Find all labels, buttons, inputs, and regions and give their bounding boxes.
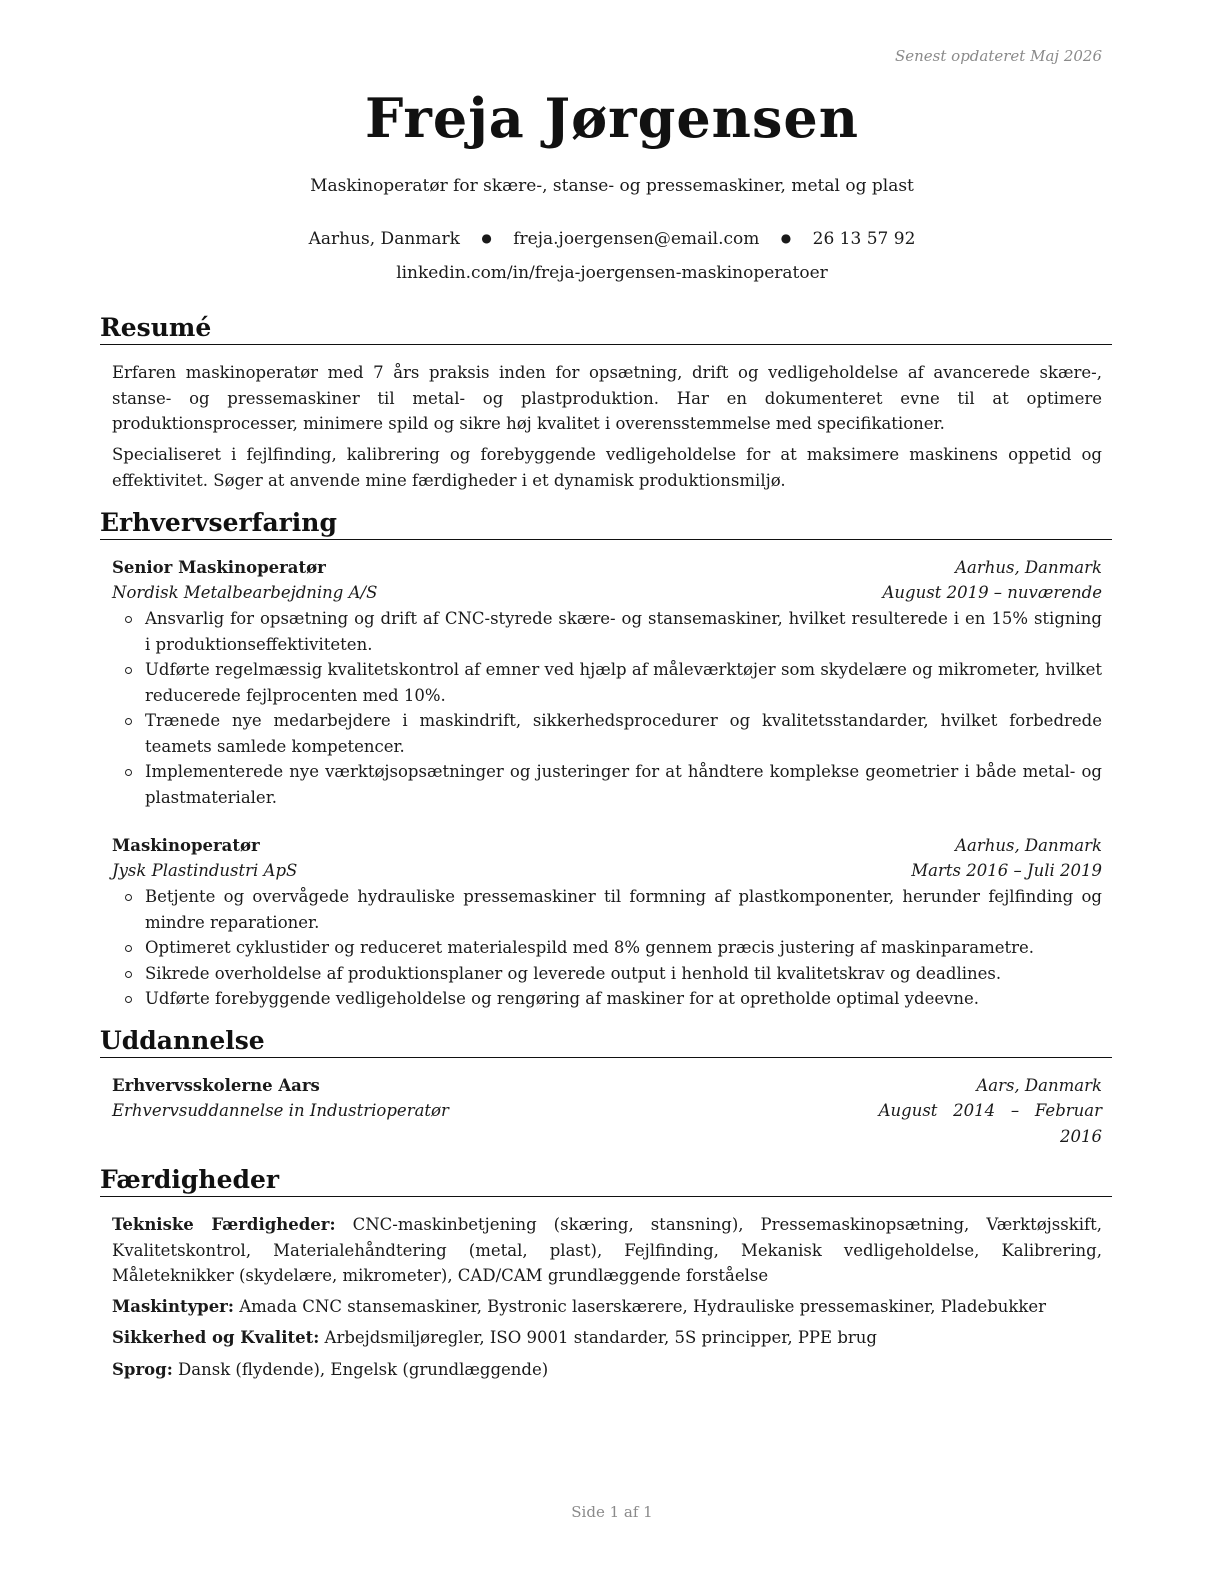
last-updated: Senest opdateret Maj 2026 [894,47,1102,65]
job-dates: Marts 2016 – Juli 2019 [911,861,1102,880]
location: Aarhus, Danmark [308,229,460,249]
list-item: Ansvarlig for opsætning og drift af CNC-styrede skære- og stansemaskiner, hvilket resulterede i en 15% stigning i produktionseffektiviteten. [112,606,1102,657]
skill-label: Tekniske Færdigheder: [112,1215,336,1234]
job-dates: August 2019 – nuværende [882,583,1102,602]
job-location: Aarhus, Danmark [955,836,1102,855]
list-item: Betjente og overvågede hydrauliske pressemaskiner til formning af plastkomponenter, herunder fejlfinding og mindre reparationer. [112,884,1102,935]
list-item: Trænede nye medarbejdere i maskindrift, sikkerhedsprocedurer og kvalitetsstandarder, hvilket forbedrede teamets samlede kompetencer. [112,708,1102,759]
section-title-skills: Færdigheder [100,1165,1112,1197]
skill-text: Arbejdsmiljøregler, ISO 9001 standarder, 5S principper, PPE brug [324,1328,877,1347]
section-title-summary: Resumé [100,313,1112,345]
skill-text: Amada CNC stansemaskiner, Bystronic laserskærere, Hydrauliske pressemaskiner, Pladebukker [239,1297,1047,1316]
list-item: Implementerede nye værktøjsopsætninger og justeringer for at håndtere komplekse geometrier i både metal- og plastmaterialer. [112,759,1102,810]
skill-row-languages [112,1357,1102,1383]
job-role: Maskinoperatør [112,836,260,855]
job-role: Senior Maskinoperatør [112,558,326,577]
skill-label: Sikkerhed og Kvalitet: [112,1328,320,1347]
summary-paragraph-1: Erfaren maskinoperatør med 7 års praksis inden for opsætning, drift og vedligeholdelse af avancerede skære-, stanse- og pressemaskiner til metal- og plastproduktion. Har en dokumenteret evne til at optimere produktionsprocesser, minimere spild og sikre høj kvalitet i overensstemmelse med specifikationer. [112,363,1102,433]
education-dates: August 2014 – Februar [878,1101,1102,1120]
job-location: Aarhus, Danmark [955,558,1102,577]
education-dates-year: 2016 [1060,1127,1102,1146]
school-name: Erhvervsskolerne Aars [112,1076,320,1095]
list-item: Udførte forebyggende vedligeholdelse og rengøring af maskiner for at opretholde optimal ydeevne. [112,986,1102,1012]
job-title: Maskinoperatør for skære-, stanse- og pressemaskiner, metal og plast [310,176,914,196]
list-item: Sikrede overholdelse af produktionsplaner og leverede output i henhold til kvalitetskrav og deadlines. [112,961,1102,987]
job-company: Jysk Plastindustri ApS [112,861,298,880]
section-title-experience: Erhvervserfaring [100,508,1112,540]
section-title-education: Uddannelse [100,1026,1112,1058]
summary-paragraph-2: Specialiseret i fejlfinding, kalibrering og forebyggende vedligeholdelse for at maksimere maskinens oppetid og effektivitet. Søger at anvende mine færdigheder i et dynamisk produktionsmiljø. [112,445,1102,490]
job-company: Nordisk Metalbearbejdning A/S [112,583,378,602]
job-bullets [112,884,1102,1012]
school-location: Aars, Danmark [976,1076,1102,1095]
contact-line [0,229,1224,249]
list-item: Optimeret cyklustider og reduceret materialespild med 8% gennem præcis justering af maskinparametre. [112,935,1102,961]
linkedin-link[interactable]: linkedin.com/in/freja-joergensen-maskinoperatoer [396,263,828,283]
skill-label: Maskintyper: [112,1297,234,1316]
skill-row-safety [112,1325,1102,1351]
skill-text: Dansk (flydende), Engelsk (grundlæggende) [178,1360,549,1379]
skill-label: Sprog: [112,1360,173,1379]
candidate-name: Freja Jørgensen [365,86,859,150]
bullet-separator-icon: ● [481,231,492,245]
bullet-separator-icon: ● [780,231,792,245]
degree: Erhvervsuddannelse in Industrioperatør [112,1101,449,1120]
list-item: Udførte regelmæssig kvalitetskontrol af emner ved hjælp af måleværktøjer som skydelære og mikrometer, hvilket reducerede fejlprocenten med 10%. [112,657,1102,708]
skill-row-technical [112,1212,1102,1289]
skill-text: CNC-maskinbetjening (skæring, stansning), Pressemaskinopsætning, Værktøjsskift, Kvalitetskontrol, Materialehåndtering (metal, plast), Fejlfinding, Mekanisk vedligeholdelse, Kalibrering, Måleteknikker (skydelære, mikrometer), CAD/CAM grundlæggende forståelse [112,1215,1102,1285]
skill-row-machines [112,1294,1102,1320]
job-bullets [112,606,1102,810]
email-link[interactable]: freja.joergensen@email.com [513,229,760,249]
page-number: Side 1 af 1 [571,1503,653,1521]
phone-number: 26 13 57 92 [812,229,916,249]
